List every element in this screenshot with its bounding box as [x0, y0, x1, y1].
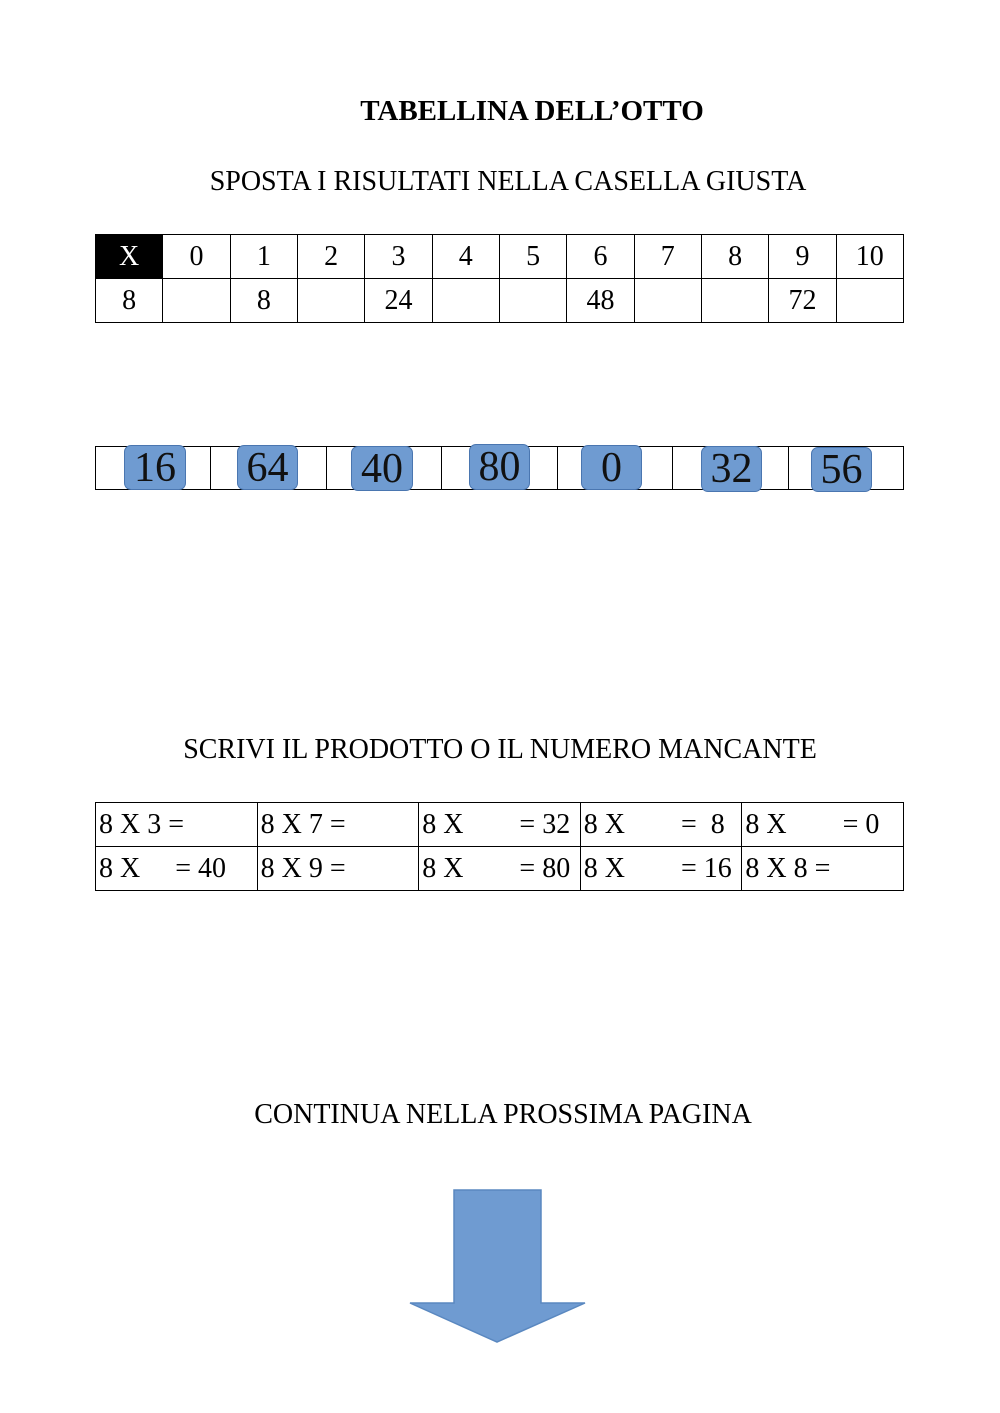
multiplication-table: [95, 234, 904, 323]
drop-target-cell[interactable]: [163, 279, 230, 323]
draggable-tile-32[interactable]: 32: [701, 446, 762, 492]
drop-target-cell[interactable]: [701, 279, 768, 323]
drop-target-cell[interactable]: [432, 279, 499, 323]
table-header-cell: 7: [634, 235, 701, 279]
result-cell: 24: [365, 279, 432, 323]
draggable-tile-40[interactable]: 40: [351, 446, 413, 491]
drop-target-cell[interactable]: [499, 279, 566, 323]
table-header-cell: 3: [365, 235, 432, 279]
table-row: [96, 847, 904, 891]
table-header-cell: 8: [701, 235, 768, 279]
page-title: TABELLINA DELL’OTTO: [360, 95, 704, 127]
product-cell[interactable]: 8 X = 32: [419, 803, 581, 847]
result-cell: 8: [230, 279, 297, 323]
instruction-drag: SPOSTA I RISULTATI NELLA CASELLA GIUSTA: [209, 166, 807, 197]
table-header-row: [96, 235, 904, 279]
result-cell: 8: [96, 279, 163, 323]
table-header-cell: 9: [769, 235, 836, 279]
table-header-cell: 0: [163, 235, 230, 279]
drop-target-cell[interactable]: [836, 279, 903, 323]
product-cell[interactable]: 8 X 3 =: [96, 803, 258, 847]
drop-target-cell[interactable]: [634, 279, 701, 323]
draggable-tile-0[interactable]: 0: [581, 445, 642, 490]
continue-text: CONTINUA NELLA PROSSIMA PAGINA: [254, 1099, 752, 1130]
product-cell[interactable]: 8 X = 0: [742, 803, 904, 847]
table-header-cell: 5: [499, 235, 566, 279]
draggable-tile-64[interactable]: 64: [237, 445, 298, 490]
draggable-tile-56[interactable]: 56: [811, 447, 872, 492]
result-cell: 48: [567, 279, 634, 323]
down-arrow-icon: [408, 1189, 588, 1345]
table-header-cell: 10: [836, 235, 903, 279]
product-cell[interactable]: 8 X = 40: [96, 847, 258, 891]
draggable-tile-16[interactable]: 16: [124, 445, 186, 490]
product-cell[interactable]: 8 X 9 =: [257, 847, 419, 891]
table-header-cell: 4: [432, 235, 499, 279]
product-cell[interactable]: 8 X 8 =: [742, 847, 904, 891]
product-table: [95, 802, 904, 891]
drop-target-cell[interactable]: [297, 279, 364, 323]
draggable-tile-80[interactable]: 80: [469, 444, 530, 490]
table-header-cell: 1: [230, 235, 297, 279]
result-cell: 72: [769, 279, 836, 323]
product-cell[interactable]: 8 X = 80: [419, 847, 581, 891]
product-cell[interactable]: 8 X 7 =: [257, 803, 419, 847]
product-cell[interactable]: 8 X = 8: [580, 803, 742, 847]
table-result-row: [96, 279, 904, 323]
table-header-cell: 6: [567, 235, 634, 279]
product-cell[interactable]: 8 X = 16: [580, 847, 742, 891]
table-header-cell: 2: [297, 235, 364, 279]
instruction-write: SCRIVI IL PRODOTTO O IL NUMERO MANCANTE: [183, 734, 817, 765]
table-header-cell: X: [96, 235, 163, 279]
table-row: [96, 803, 904, 847]
